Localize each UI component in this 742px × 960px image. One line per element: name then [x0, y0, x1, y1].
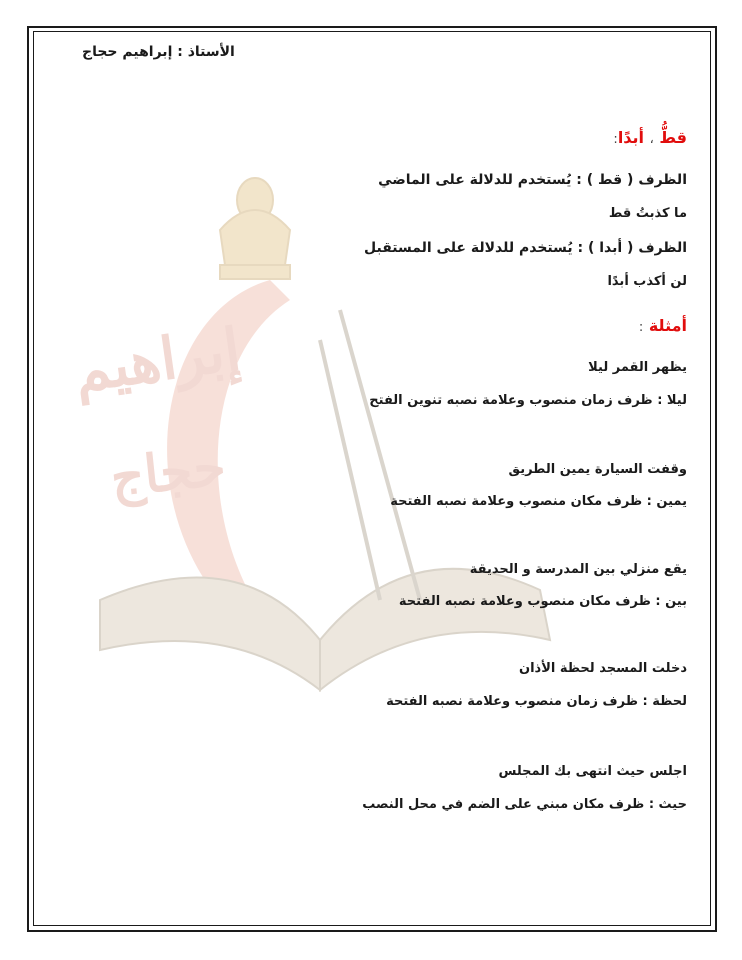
example-analysis: حيث : ظرف مكان مبني على الضم في محل النصب — [362, 797, 687, 812]
heading-word-qatt: قطُّ — [659, 128, 687, 147]
heading-separator: ، — [649, 132, 654, 147]
quill-icon — [320, 310, 420, 600]
crown-icon — [220, 178, 290, 279]
example-sentence: يظهر القمر ليلا — [588, 360, 687, 375]
example-sentence: وقفت السيارة يمين الطريق — [508, 462, 687, 477]
example-analysis: يمين : ظرف مكان منصوب وعلامة نصبه الفتحة — [390, 494, 687, 509]
example-line: لن أكذب أبدًا — [607, 274, 687, 289]
watermark-text-1: إبراهيم — [69, 314, 245, 406]
examples-heading-colon: : — [638, 320, 644, 335]
example-sentence: اجلس حيث انتهى بك المجلس — [498, 764, 687, 779]
example-sentence: يقع منزلي بين المدرسة و الحديقة — [469, 562, 687, 577]
example-analysis: ليلا : ظرف زمان منصوب وعلامة نصبه تنوين الفتح — [369, 393, 687, 408]
heading-word-abadan: أبدًا — [617, 128, 645, 147]
rule-line: الظرف ( أبدا ) : يُستخدم للدلالة على المستقبل — [363, 240, 687, 256]
examples-heading-label: أمثلة — [648, 316, 687, 335]
section-heading-qatt-abadan — [613, 128, 687, 147]
example-sentence: دخلت المسجد لحظة الأذان — [518, 661, 687, 676]
teacher-name: الأستاذ : إبراهيم حجاج — [82, 44, 235, 60]
rule-line: الظرف ( قط ) : يُستخدم للدلالة على الماضي — [378, 172, 687, 188]
example-analysis: لحظة : ظرف زمان منصوب وعلامة نصبه الفتحة — [386, 694, 687, 709]
example-analysis: بين : ظرف مكان منصوب وعلامة نصبه الفتحة — [398, 594, 687, 609]
watermark-text-2: حجاج — [107, 436, 229, 509]
book-icon — [100, 569, 550, 690]
example-line: ما كذبتُ قط — [608, 206, 687, 221]
section-heading-examples — [639, 316, 687, 335]
heading-colon: : — [613, 132, 618, 147]
